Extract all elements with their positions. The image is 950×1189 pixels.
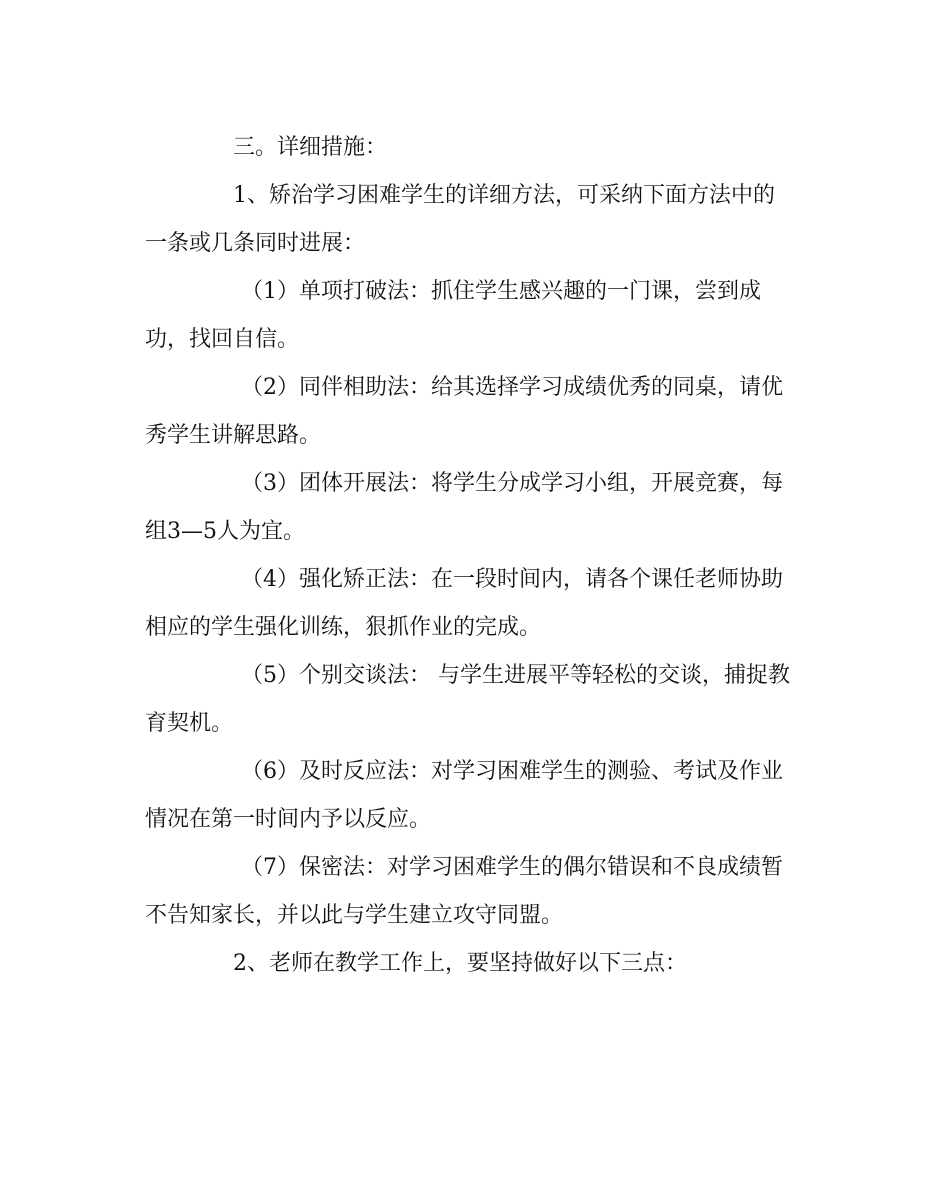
paragraph-method-intro: 1、矫治学习困难学生的详细方法，可采纳下面方法中的一条或几条同时进展： [145, 183, 775, 256]
paragraph-method-5: （5）个别交谈法： 与学生进展平等轻松的交谈，捕捉教育契机。 [145, 663, 790, 736]
paragraph-teacher-points: 2、老师在教学工作上，要坚持做好以下三点： [233, 951, 687, 976]
paragraph-method-6: （6）及时反应法：对学习困难学生的测验、考试及作业情况在第一时间内予以反应。 [145, 759, 783, 832]
paragraph-method-2: （2）同伴相助法：给其选择学习成绩优秀的同桌，请优秀学生讲解思路。 [145, 375, 783, 448]
paragraph-method-7: （7）保密法：对学习困难学生的偶尔错误和不良成绩暂不告知家长，并以此与学生建立攻守同盟。 [145, 855, 783, 928]
section-heading: 三。详细措施： [233, 135, 388, 160]
document-body [145, 124, 795, 988]
paragraph-method-4: （4）强化矫正法：在一段时间内，请各个课任老师协助相应的学生强化训练，狠抓作业的完成。 [145, 567, 783, 640]
paragraph-method-1: （1）单项打破法：抓住学生感兴趣的一门课，尝到成功，找回自信。 [145, 279, 761, 352]
paragraph-method-3: （3）团体开展法：将学生分成学习小组，开展竞赛，每组3—5人为宜。 [145, 471, 783, 544]
